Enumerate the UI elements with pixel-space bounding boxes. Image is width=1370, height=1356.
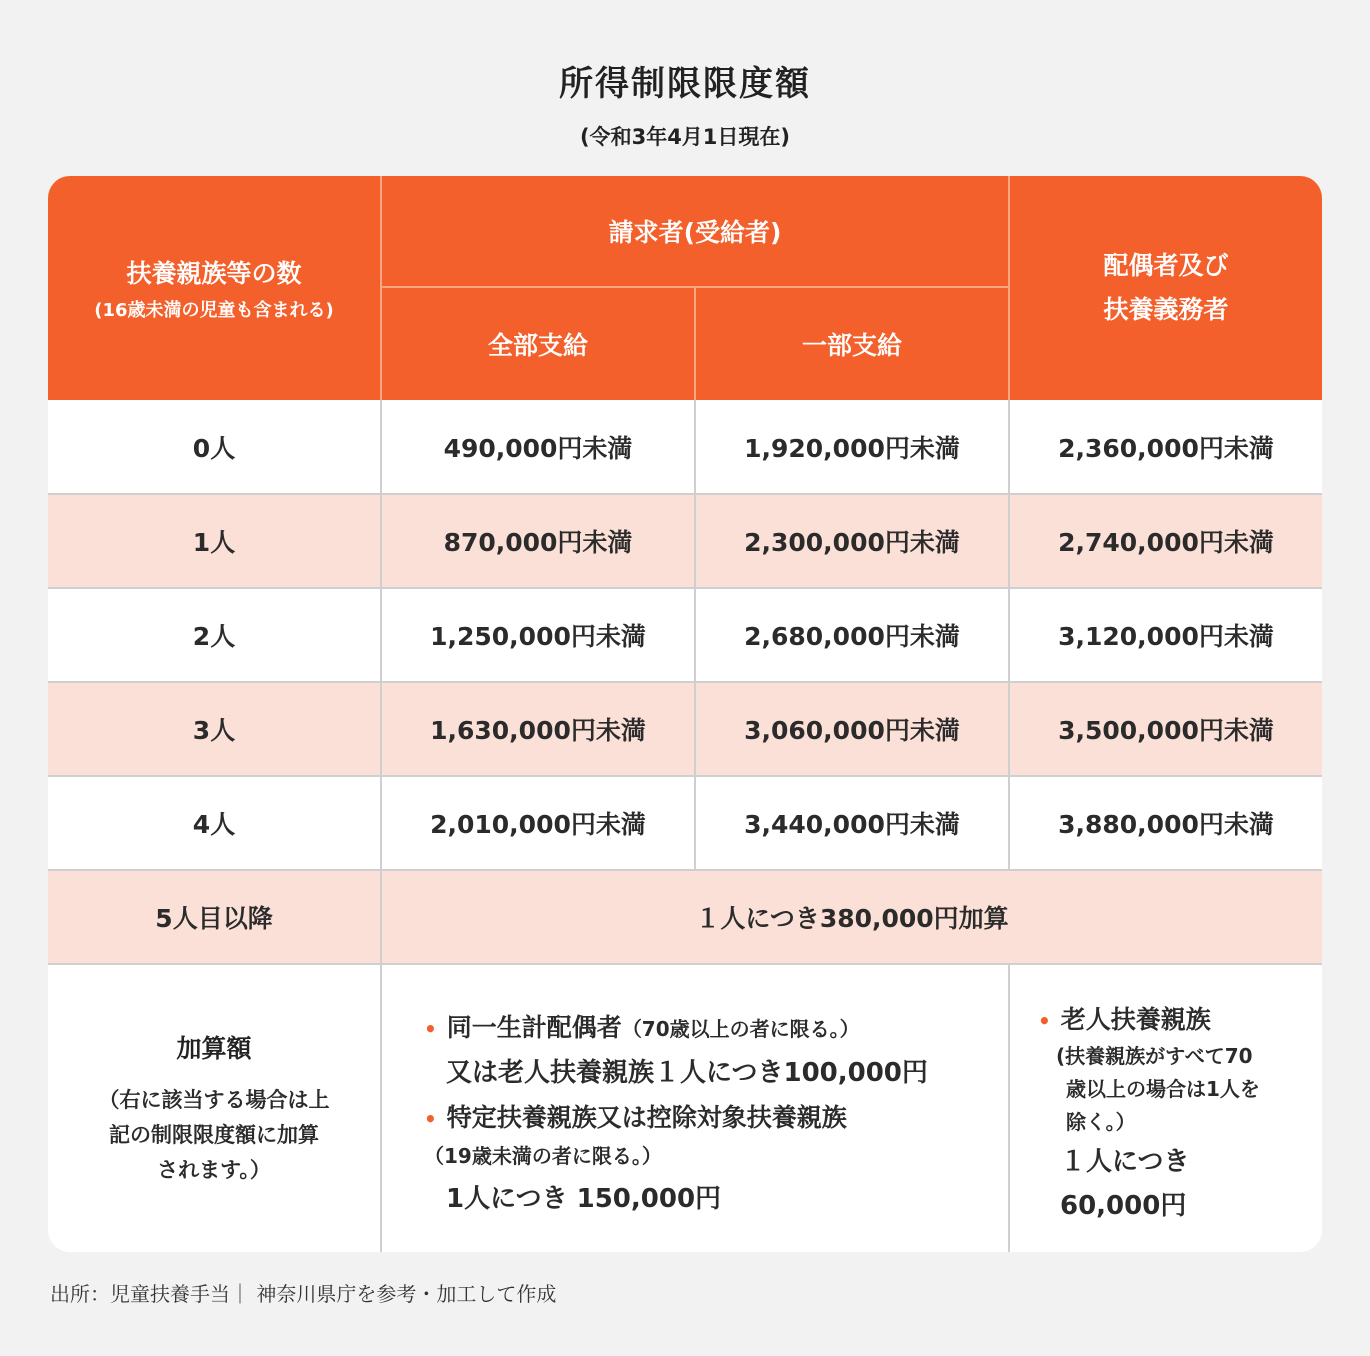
- table-row: [48, 682, 1322, 776]
- bullet-dot-icon: •: [424, 1017, 437, 1041]
- condition-line: (扶養親族がすべて70: [1056, 1044, 1253, 1068]
- row-count: 1人: [192, 528, 236, 557]
- table-row: [48, 494, 1322, 588]
- addition-note: [99, 1083, 330, 1188]
- row-spouse: 3,120,000円未満: [1058, 622, 1274, 651]
- row-count: 4人: [192, 810, 236, 839]
- header-spouse-line1: 配偶者及び: [1103, 251, 1229, 280]
- header-full-payment: [382, 288, 694, 400]
- grid-line: [48, 587, 1322, 589]
- grid-line: [694, 400, 696, 870]
- bullet-elderly-condition: [1056, 1040, 1260, 1139]
- page-subtitle: (令和3年4月1日現在): [579, 125, 791, 149]
- header-divider: [382, 286, 1008, 288]
- table-row: [48, 400, 1322, 494]
- bullet-elderly-title: 老人扶養親族: [1060, 1005, 1211, 1034]
- table-row: [48, 776, 1322, 870]
- amount-line: 60,000円: [1060, 1191, 1187, 1221]
- header-spouse: [1010, 176, 1322, 400]
- row-full: 2,010,000円未満: [430, 810, 646, 839]
- grid-line: [380, 400, 382, 1252]
- header-divider: [380, 176, 382, 400]
- header-partial-payment: [696, 288, 1008, 400]
- header-spouse-line2: 扶養義務者: [1103, 295, 1229, 324]
- row-partial: 3,440,000円未満: [744, 810, 960, 839]
- header-dependents-note: (16歳未満の児童も含まれる): [94, 300, 334, 321]
- header-partial-payment-label: 一部支給: [801, 331, 902, 360]
- addition-label-cell: [48, 964, 380, 1252]
- grid-line: [48, 493, 1322, 495]
- row-partial: 3,060,000円未満: [744, 716, 960, 745]
- row-partial: 1,920,000円未満: [744, 434, 960, 463]
- row-spouse: 2,360,000円未満: [1058, 434, 1274, 463]
- row-count: 5人目以降: [155, 904, 273, 933]
- bullet-spouse: [424, 1008, 860, 1044]
- header-claimant-label: 請求者(受給者): [608, 218, 782, 247]
- bullet-dot-icon: •: [1038, 1009, 1051, 1033]
- bullet-specific-amount: 1人につき 150,000円: [446, 1184, 722, 1214]
- row-full: 1,630,000円未満: [430, 716, 646, 745]
- row-full: 870,000円未満: [443, 528, 633, 557]
- addition-right-cell: [1010, 964, 1322, 1252]
- bullet-dot-icon: •: [424, 1107, 437, 1131]
- grid-line: [48, 869, 1322, 871]
- table-row-fifth-plus: [48, 870, 1322, 964]
- table-row: [48, 588, 1322, 682]
- grid-line: [1008, 964, 1010, 1252]
- header-full-payment-label: 全部支給: [487, 331, 588, 360]
- bullet-spouse-title: 同一生計配偶者: [446, 1013, 622, 1042]
- header-divider: [694, 288, 696, 400]
- addition-middle-cell: [382, 964, 1008, 1252]
- amount-line: １人につき: [1060, 1147, 1190, 1177]
- addition-note-line: 記の制限限度額に加算: [109, 1122, 319, 1147]
- grid-line: [48, 963, 1322, 965]
- page-title: 所得制限限度額: [559, 64, 811, 104]
- row-additional-amount: １人につき380,000円加算: [695, 904, 1009, 933]
- row-full: 490,000円未満: [443, 434, 633, 463]
- row-count: 2人: [192, 622, 236, 651]
- income-limit-table: [48, 176, 1322, 1252]
- bullet-specific-title: 特定扶養親族又は控除対象扶養親族: [446, 1103, 847, 1132]
- addition-label: 加算額: [176, 1033, 252, 1063]
- header-divider: [1008, 176, 1010, 400]
- condition-line: 歳以上の場合は1人を: [1066, 1077, 1260, 1101]
- row-full: 1,250,000円未満: [430, 622, 646, 651]
- row-count: 0人: [192, 434, 236, 463]
- bullet-specific-condition: （19歳未満の者に限る。）: [424, 1144, 662, 1168]
- grid-line: [48, 775, 1322, 777]
- bullet-specific: [424, 1098, 847, 1134]
- row-spouse: 3,880,000円未満: [1058, 810, 1274, 839]
- bullet-spouse-condition: （70歳以上の者に限る。）: [621, 1017, 860, 1041]
- grid-line: [1008, 400, 1010, 870]
- table-row-addition: [48, 964, 1322, 1252]
- row-partial: 2,300,000円未満: [744, 528, 960, 557]
- source-footer: 出所：児童扶養手当｜ 神奈川県庁を参考・加工して作成: [50, 1282, 557, 1306]
- bullet-spouse-amount: 又は老人扶養親族１人につき100,000円: [446, 1058, 928, 1088]
- header-dependents: [48, 176, 380, 400]
- addition-note-line: （右に該当する場合は上: [98, 1087, 330, 1112]
- bullet-elderly-amount: [1060, 1140, 1189, 1228]
- addition-note-line: されます。）: [157, 1157, 271, 1182]
- row-spouse: 2,740,000円未満: [1058, 528, 1274, 557]
- bullet-elderly: [1038, 1000, 1211, 1036]
- grid-line: [48, 681, 1322, 683]
- row-partial: 2,680,000円未満: [744, 622, 960, 651]
- row-count: 3人: [192, 716, 236, 745]
- condition-line: 除く。）: [1066, 1110, 1136, 1134]
- row-spouse: 3,500,000円未満: [1058, 716, 1274, 745]
- header-claimant-group: [382, 176, 1008, 286]
- header-dependents-label: 扶養親族等の数: [126, 259, 302, 288]
